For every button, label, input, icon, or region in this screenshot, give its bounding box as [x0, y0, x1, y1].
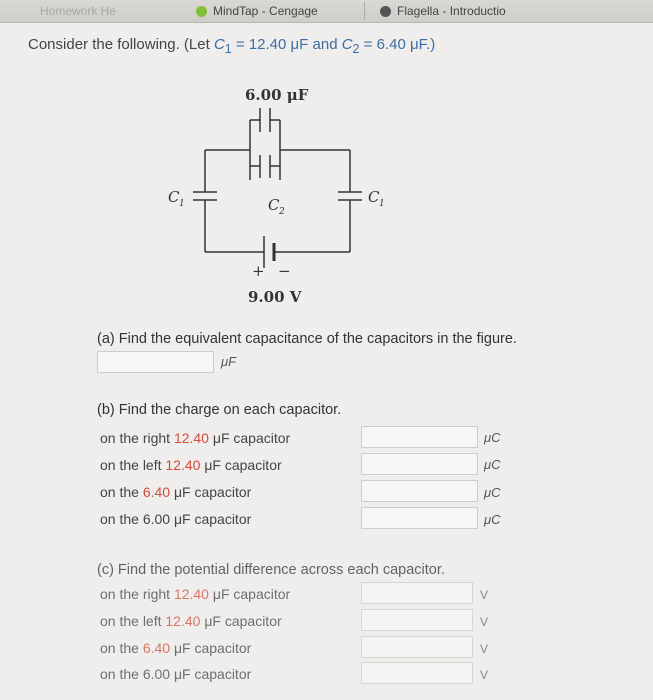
- part-b-row: on the right 12.40 μF capacitor: [100, 430, 291, 446]
- part-c-left-124-input[interactable]: [361, 609, 473, 631]
- c2-value: = 6.40 μF.): [359, 36, 436, 53]
- left-cap-label: C: [168, 188, 180, 206]
- globe-icon: [380, 6, 391, 17]
- part-a-answer-input[interactable]: [97, 351, 214, 373]
- part-c-600-input[interactable]: [361, 662, 473, 684]
- part-b-unit: μC: [484, 430, 501, 445]
- part-c-row: on the 6.00 μF capacitor: [100, 666, 252, 682]
- tab-mindtap[interactable]: [196, 2, 318, 20]
- mid-cap-sub: 2: [279, 207, 285, 217]
- top-cap-label: 6.00 μF: [245, 86, 309, 104]
- part-b-unit: μC: [484, 457, 501, 472]
- part-b-left-124-input[interactable]: [361, 453, 478, 475]
- problem-statement: [28, 36, 435, 56]
- part-b-unit: μC: [484, 512, 501, 527]
- browser-tab-bar: [0, 0, 653, 23]
- c1-subscript: 1: [224, 42, 232, 56]
- mid-cap-label: C: [268, 196, 280, 214]
- part-c-row: on the left 12.40 μF capacitor: [100, 613, 282, 629]
- part-b-unit: μC: [484, 485, 501, 500]
- tab-homework[interactable]: [40, 2, 116, 20]
- part-b-prompt: (b) Find the charge on each capacitor.: [97, 402, 342, 418]
- part-c-right-124-input[interactable]: [361, 582, 473, 604]
- tab-label: MindTap - Cengage: [213, 4, 318, 18]
- part-b-row: on the 6.00 μF capacitor: [100, 511, 252, 527]
- part-a-unit: μF: [221, 354, 237, 369]
- circuit-diagram: [160, 80, 400, 310]
- part-b-600-input[interactable]: [361, 507, 478, 529]
- tab-label: Flagella - Introductio: [397, 4, 506, 18]
- cengage-logo-icon: [196, 6, 207, 17]
- part-c-unit: V: [480, 668, 489, 682]
- c2-symbol: C: [341, 36, 353, 53]
- battery-label: 9.00 V: [248, 288, 302, 306]
- part-b-640-input[interactable]: [361, 480, 478, 502]
- part-c-prompt: (c) Find the potential difference across each capacitor.: [97, 562, 445, 578]
- part-b-row: on the left 12.40 μF capacitor: [100, 457, 282, 473]
- battery-plus: +: [252, 262, 265, 280]
- part-a-prompt: (a) Find the equivalent capacitance of the capacitors in the figure.: [97, 331, 517, 347]
- part-b-row: on the 6.40 μF capacitor: [100, 484, 252, 500]
- right-cap-label: C: [368, 188, 380, 206]
- part-c-unit: V: [480, 642, 489, 656]
- part-c-row: on the right 12.40 μF capacitor: [100, 586, 291, 602]
- part-c-640-input[interactable]: [361, 636, 473, 658]
- intro-text: Consider the following. (Let: [28, 36, 214, 53]
- part-c-row: on the 6.40 μF capacitor: [100, 640, 252, 656]
- tab-label: Homework He: [40, 4, 117, 18]
- c2-subscript: 2: [352, 42, 360, 56]
- left-cap-sub: 1: [179, 199, 185, 209]
- tab-divider: [364, 2, 365, 20]
- tab-flagella[interactable]: [380, 2, 506, 20]
- right-cap-sub: 1: [379, 199, 385, 209]
- c1-symbol: C: [213, 36, 225, 53]
- part-c-unit: V: [480, 588, 489, 602]
- battery-minus: −: [278, 262, 291, 280]
- c1-value: = 12.40 μF and: [231, 36, 342, 53]
- part-c-unit: V: [480, 615, 489, 629]
- part-b-right-124-input[interactable]: [361, 426, 478, 448]
